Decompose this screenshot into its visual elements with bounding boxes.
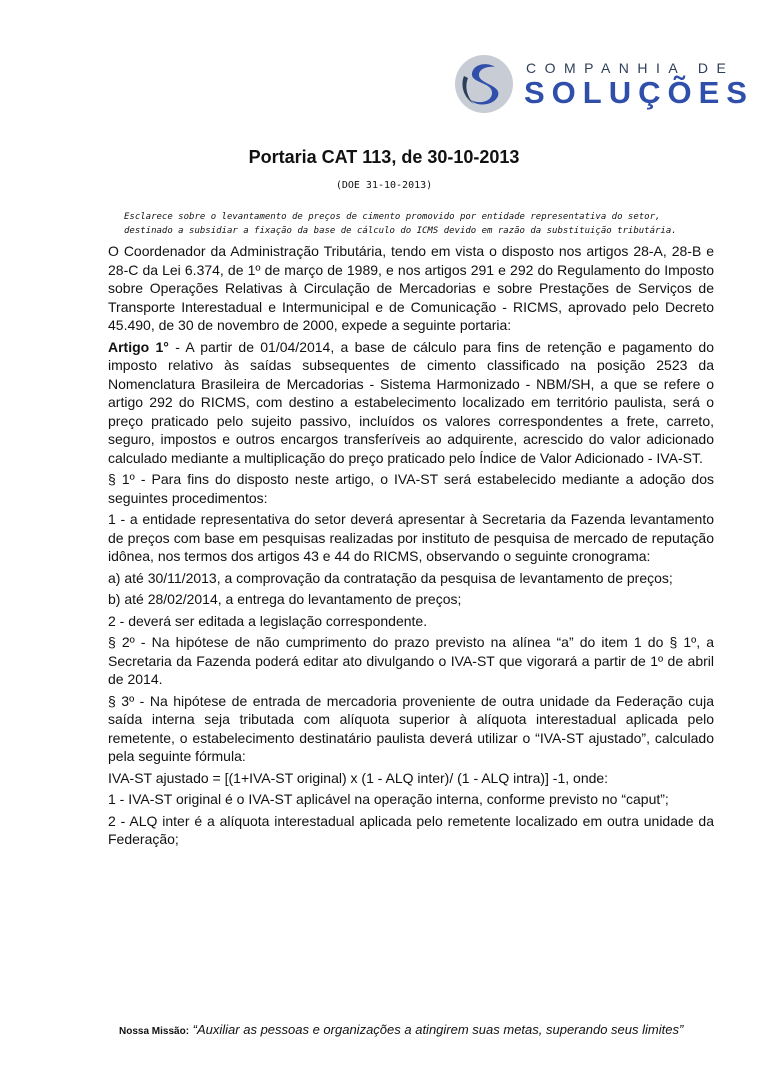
document-body [108, 242, 714, 852]
paragraph-3: § 3º - Na hipótese de entrada de mercadoria proveniente de outra unidade da Federação cuja saída interna seja tributada com alíquota superior à alíquota interestadual aplicada pelo remetente, o estabelecimento destinatário paulista deverá utilizar o “IVA-ST ajustado”, calculado pela seguinte fórmula: [108, 692, 714, 764]
definition-2: 2 - ALQ inter é a alíquota interestadual aplicada pelo remetente localizado em outra unidade da Federação; [108, 812, 714, 847]
item-b: b) até 28/02/2014, a entrega do levantamento de preços; [108, 591, 462, 607]
article-1-label: Artigo 1° [108, 338, 169, 355]
paragraph-2: § 2º - Na hipótese de não cumprimento do prazo previsto na alínea “a” do item 1 do § 1º, a Secretaria da Fazenda poderá editar ato divulgando o IVA-ST que vigorará a partir de 1º de abril de 2014. [108, 634, 714, 687]
formula: IVA-ST ajustado = [(1+IVA-ST original) x (1 - ALQ inter)/ (1 - ALQ intra)] -1, onde: [108, 769, 609, 786]
logo-solutions-text: SOLUÇÕES [524, 75, 754, 110]
paragraph-1: § 1º - Para fins do disposto neste artigo, o IVA-ST será estabelecido mediante a adoção dos seguintes procedimentos: [108, 471, 714, 506]
mission-footer [119, 1022, 683, 1037]
publication-date: (DOE 31-10-2013) [335, 180, 433, 191]
article-1-text: - A partir de 01/04/2014, a base de cálculo para fins de retenção e pagamento do imposto relativo às saídas subsequentes de cimento classificado na posição 2523 da Nomenclatura Brasileira de Mercadorias - Sistema Harmonizado - NBM/SH, a que se refere o artigo 292 do RICMS, com destino a estabelecimento localizado em território paulista, será o preço praticado pelo sujeito passivo, incluídos os valores correspondentes a frete, carreto, seguro, impostos e outros encargos transferíveis ao adquirente, acrescido do valor adicionado calculado mediante a multiplicação do preço praticado pelo Índice de Valor Adicionado - IVA-ST. [108, 338, 714, 466]
mission-quote: “Auxiliar as pessoas e organizações a atingirem suas metas, superando seus limites” [192, 1022, 684, 1037]
mission-label: Nossa Missão: [119, 1026, 190, 1037]
logo-mark-icon [454, 54, 514, 114]
document-title: Portaria CAT 113, de 30-10-2013 [248, 147, 520, 167]
article-1 [108, 338, 714, 468]
document-summary: Esclarece sobre o levantamento de preços de cimento promovido por entidade representativa do setor, destinado a subsidiar a fixação da base de cálculo do ICMS devido em razão da substituição tributária. [124, 212, 677, 236]
logo-company-text: COMPANHIA DE [526, 60, 735, 76]
item-1: 1 - a entidade representativa do setor deverá apresentar à Secretaria da Fazenda levantamento de preços com base em pesquisas realizadas por instituto de pesquisa de mercado de reputação idônea, nos termos dos artigos 43 e 44 do RICMS, observando o seguinte cronograma: [108, 511, 714, 564]
intro-paragraph: O Coordenador da Administração Tributária, tendo em vista o disposto nos artigos 28-A, 28-B e 28-C da Lei 6.374, de 1º de março de 1989, e nos artigos 291 e 292 do Regulamento do Imposto sobre Operações Relativas à Circulação de Mercadorias e sobre Prestações de Serviços de Transporte Interestadual e Intermunicipal e de Comunicação - RICMS, aprovado pelo Decreto 45.490, de 30 de novembro de 2000, expede a seguinte portaria: [108, 243, 714, 333]
item-a: a) até 30/11/2013, a comprovação da contratação da pesquisa de levantamento de preços; [108, 569, 673, 586]
definition-1: 1 - IVA-ST original é o IVA-ST aplicável na operação interna, conforme previsto no “caput”; [108, 791, 669, 807]
item-2: 2 - deverá ser editada a legislação correspondente. [108, 612, 428, 629]
company-logo [454, 54, 754, 114]
